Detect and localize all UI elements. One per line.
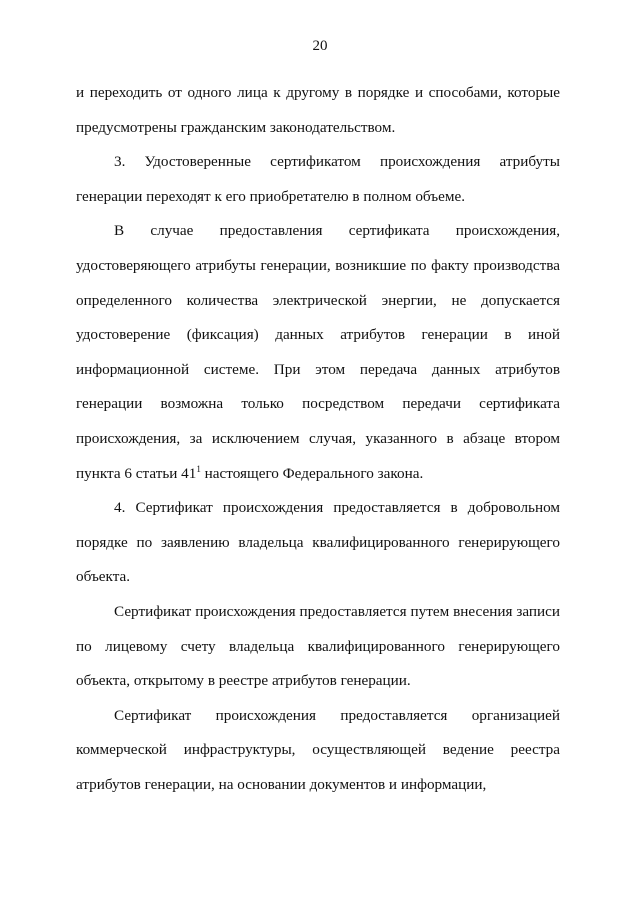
paragraph-item-4: 4. Сертификат происхождения предоставляется в добровольном порядке по заявлению владельца квалифицированного генерирующего объекта.: [76, 499, 560, 586]
paragraph-account-entry: Сертификат происхождения предоставляется путем внесения записи по лицевому счету владельца квалифицированного генерирующего объекта, открытому в реестре атрибутов генерации.: [76, 602, 560, 690]
paragraph-certificate-case-end: настоящего Федерального закона.: [200, 464, 424, 482]
document-body: [76, 76, 560, 802]
page-number: 20: [312, 38, 328, 54]
paragraph-certificate-case: [76, 214, 560, 491]
paragraph-certificate-case-text: В случае предоставления сертификата происхождения, удостоверяющего атрибуты генерации, возникшие по факту производства определенного количества электрической энергии, не допускается удостоверение (фиксация) данных атрибутов генерации в иной информационной системе. При этом передача данных атрибутов генерации возможна только посредством передачи сертификата происхождения, за исключением случая, указанного в абзаце втором пункта 6 статьи 41: [76, 222, 560, 482]
paragraph-item-3: 3. Удостоверенные сертификатом происхождения атрибуты генерации переходят к его приобретателю в полном объеме.: [76, 153, 560, 205]
paragraph-continuation: и переходить от одного лица к другому в порядке и способами, которые предусмотрены гражданским законодательством.: [76, 84, 560, 136]
article-superscript: 1: [196, 463, 201, 474]
paragraph-infrastructure-org: Сертификат происхождения предоставляется организацией коммерческой инфраструктуры, осуществляющей ведение реестра атрибутов генерации, на основании документов и информации,: [76, 706, 560, 793]
